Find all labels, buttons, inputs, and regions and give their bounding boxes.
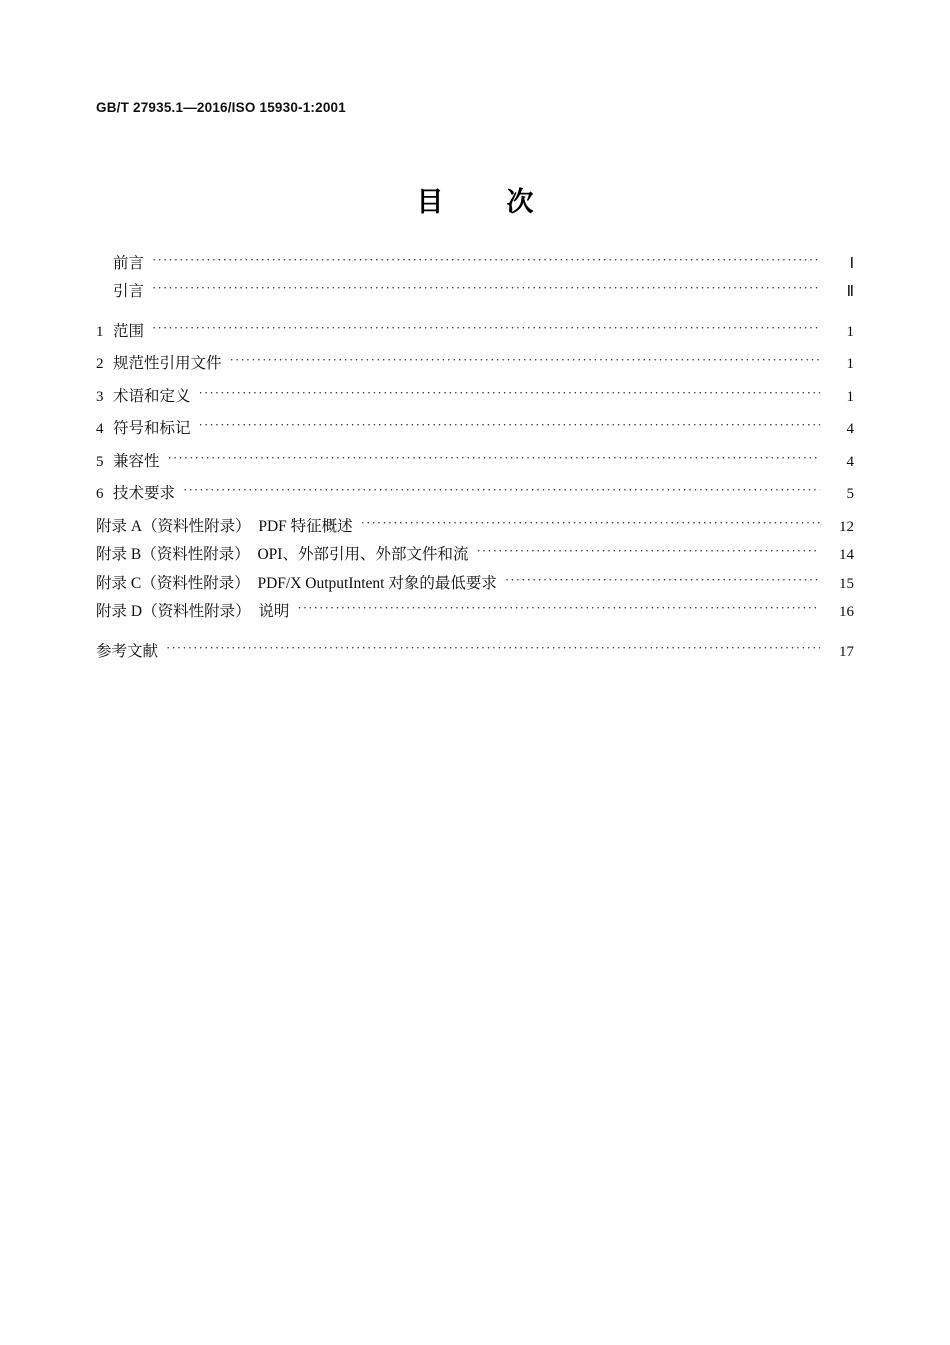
toc-entry-label: 附录 A（资料性附录） PDF 特征概述	[96, 517, 353, 535]
toc-entry-annex[interactable]	[96, 572, 854, 592]
toc-entry-annex[interactable]	[96, 544, 854, 564]
toc-entry-number: 1	[96, 323, 104, 340]
toc-entry-page: 12	[839, 518, 854, 535]
toc-entry[interactable]	[96, 281, 854, 301]
toc-leader-dots	[199, 418, 820, 434]
toc-leader-dots	[505, 572, 820, 588]
toc-entry-page: Ⅱ	[846, 284, 854, 300]
toc-entry[interactable]	[96, 353, 854, 373]
toc-entry-label: 术语和定义	[113, 387, 191, 405]
toc-entry-number: 5	[96, 453, 104, 470]
toc-entry-page: 15	[839, 575, 854, 592]
toc-entry-number: 3	[96, 388, 104, 405]
toc-entry-page: 14	[839, 547, 854, 563]
toc-leader-dots	[152, 252, 820, 268]
toc-leader-dots	[152, 281, 820, 297]
toc-entry-annex[interactable]	[96, 515, 854, 535]
toc-entry-number: 2	[96, 356, 104, 372]
toc-leader-dots	[166, 640, 820, 656]
toc-entry[interactable]	[96, 483, 854, 503]
table-of-contents	[96, 252, 854, 673]
toc-entry-label: 兼容性	[113, 452, 160, 470]
toc-entry[interactable]	[96, 418, 854, 438]
toc-leader-dots	[183, 483, 820, 499]
toc-entry-label: 范围	[113, 322, 145, 340]
toc-entry-label: 参考文献	[96, 642, 159, 660]
toc-entry-number: 4	[96, 421, 104, 437]
toc-entry-label: 符号和标记	[113, 420, 191, 437]
toc-entry-page: 4	[846, 453, 854, 470]
toc-entry-label: 引言	[113, 283, 145, 300]
toc-entry-references[interactable]	[96, 640, 854, 660]
toc-leader-dots	[297, 601, 820, 617]
toc-entry-label: 附录 C（资料性附录） PDF/X OutputIntent 对象的最低要求	[96, 574, 497, 592]
toc-entry-page: 1	[846, 356, 854, 372]
toc-entry[interactable]	[96, 320, 854, 340]
toc-leader-dots	[230, 353, 820, 369]
toc-entry-page: 5	[846, 486, 854, 502]
toc-entry-label: 技术要求	[113, 485, 176, 502]
toc-entry-label: 前言	[113, 254, 145, 272]
toc-entry-annex[interactable]	[96, 601, 854, 621]
page-title: 目 次	[416, 187, 552, 218]
toc-entry-page: 16	[839, 604, 854, 620]
toc-entry[interactable]	[96, 252, 854, 272]
toc-leader-dots	[168, 450, 820, 466]
toc-leader-dots	[361, 515, 820, 531]
toc-entry-page: 1	[846, 388, 854, 405]
toc-entry-page: 17	[839, 643, 854, 660]
toc-entry[interactable]	[96, 450, 854, 470]
toc-entry[interactable]	[96, 385, 854, 405]
toc-entry-number: 6	[96, 486, 104, 502]
toc-entry-label: 附录 B（资料性附录） OPI、外部引用、外部文件和流	[96, 546, 469, 563]
toc-leader-dots	[199, 385, 820, 401]
standard-code-header: GB/T 27935.1—2016/ISO 15930-1:2001	[96, 100, 346, 115]
toc-entry-label: 规范性引用文件	[113, 355, 222, 372]
toc-leader-dots	[476, 544, 820, 560]
toc-entry-page: 4	[846, 421, 854, 437]
toc-entry-page: Ⅰ	[849, 255, 854, 272]
toc-entry-label: 附录 D（资料性附录） 说明	[96, 603, 290, 620]
toc-leader-dots	[152, 320, 820, 336]
toc-entry-page: 1	[846, 323, 854, 340]
